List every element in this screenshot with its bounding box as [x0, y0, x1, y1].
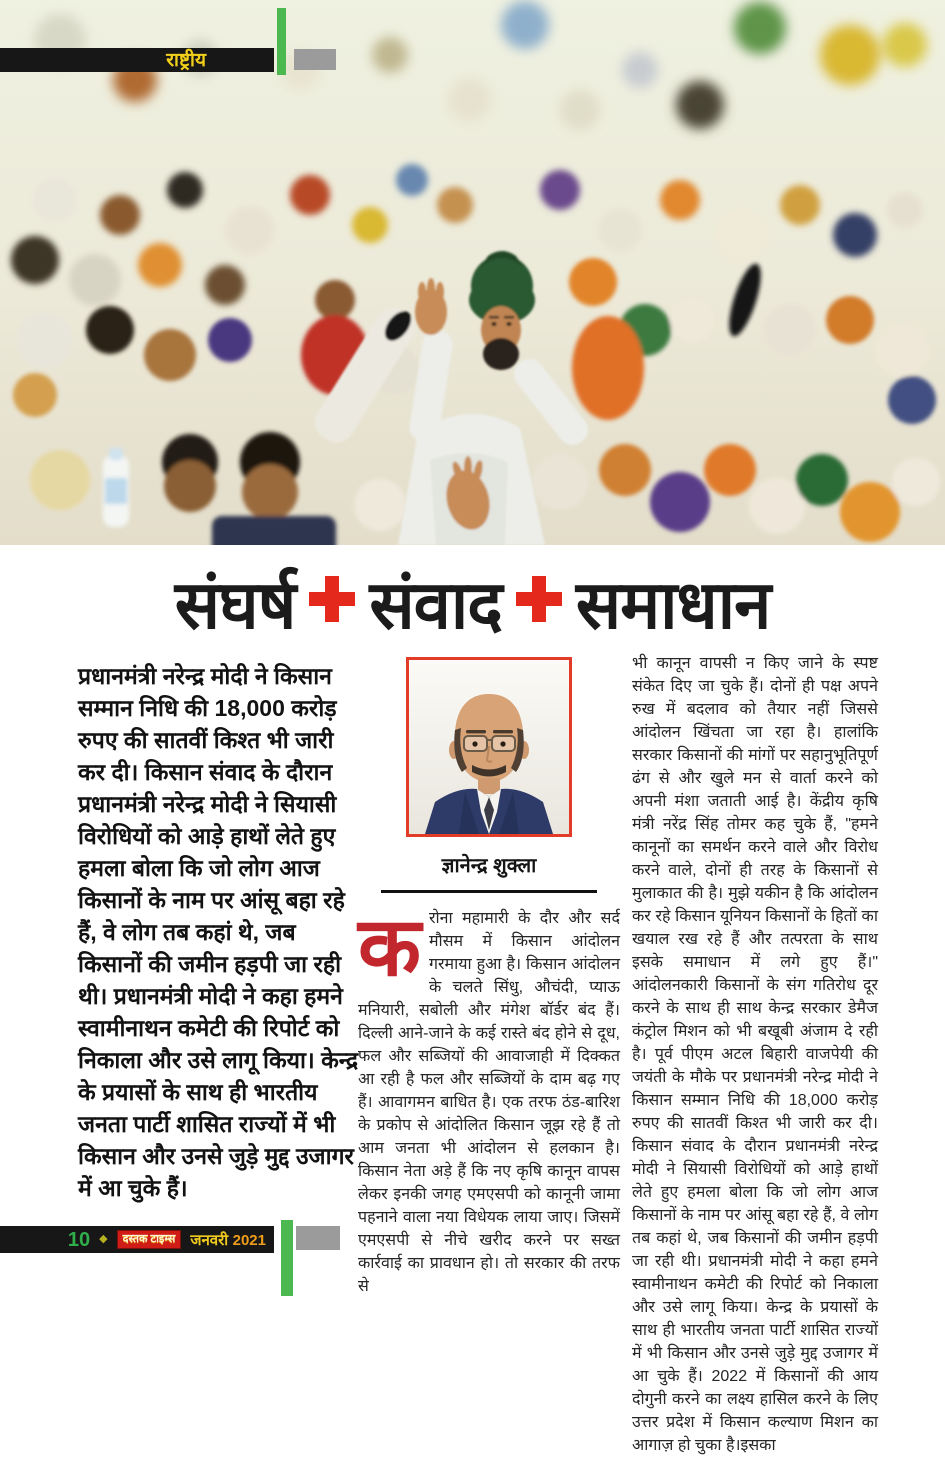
column-right [632, 652, 878, 1457]
diamond-icon: ◆ [99, 1233, 108, 1245]
article-column-2-text: रोना महामारी के दौर और सर्द मौसम में किसान आंदोलन गरमाया हुआ है। किसान आंदोलन के चलते सिंधु, औचंदी, प्याऊ मनियारी, सबोली और मंगेश बॉर्डर बंद हैं। दिल्ली आने-जाने के कई रास्ते बंद होने से दूध, फल और सब्जियों की आवाजाही में दिक्कत आ रही है फल और सब्जियों के दाम बढ़ गए हैं। आवागमन बाधित है। एक तरफ ठंड-बारिश के प्रकोप से आंदोलित किसान जूझ रहे हैं तो आम जनता भी आंदोलन से हलकान है। किसान नेता अड़े हैं कि नए कृषि कानून वापस लेकर इनकी जगह एमएसपी को कानूनी जामा पहनाने वाला नया विधेयक लाया जाए। जिसमें एमएसपी से नीचे खरीद करने पर सख्त कार्रवाई का प्रावधान हो। तो सरकार की तरफ से [358, 910, 620, 1295]
footer-strip [0, 1226, 274, 1253]
column-middle [358, 654, 620, 1298]
section-label: राष्ट्रीय [166, 49, 206, 71]
issue-year: 2021 [232, 1231, 266, 1249]
author-name: ज्ञानेन्द्र शुक्ला [441, 855, 537, 877]
drop-cap: क [358, 902, 421, 993]
gray-box-bottom [296, 1226, 340, 1250]
headline-word-2: संवाद [369, 567, 502, 643]
article-headline [0, 556, 945, 656]
green-accent-bar-bottom [281, 1220, 293, 1296]
plus-icon [516, 576, 562, 622]
article-column-3-text: भी कानून वापसी न किए जाने के स्पष्ट संकेत दिए जा चुके हैं। दोनों ही पक्ष अपने रुख में बदलाव को तैयार नहीं जिससे आंदोलन खिंचता जा रहा है। हालांकि सरकार किसानों की मांगों पर सहानुभूतिपूर्ण ढंग से और खुले मन से वार्ता करने को अपनी मंशा जताती आई है। केंद्रीय कृषि मंत्री नरेंद्र सिंह तोमर कह चुके हैं, "हमने कानूनों का समर्थन करने वाले और विरोध करने वाले, दोनों ही तरह के किसानों से मुलाकात की है। मुझे यकीन है कि आंदोलन कर रहे किसान यूनियन किसानों के हितों का खयाल रख रहे हैं और तत्परता के साथ इसके समाधान में लगे हुए हैं।" आंदोलनकारी किसानों के संग गतिरोध दूर करने के साथ ही साथ केन्द्र सरकार डेमैज कंट्रोल मिशन को भी बखूबी अंजाम दे रही है। पूर्व पीएम अटल बिहारी वाजपेयी की जयंती के मौके पर प्रधानमंत्री नरेन्द्र मोदी ने किसान सम्मान निधि की 18,000 करोड़ रुपए की सातवीं किश्त भी जारी कर दी। किसान संवाद के दौरान प्रधानमंत्री नरेन्द्र मोदी ने सियासी विरोधियों को आड़े हाथों लेते हुए हमला बोला कि जो लोग आज किसानों के नाम पर आंसू बहा रहे हैं, वे लोग तब कहां थे, जब किसानों की जमीन हड़पी जा रही थी। प्रधानमंत्री मोदी ने कहा हमने स्वामीनाथन कमेटी की रिपोर्ट को निकाला और उसे लागू किया। केन्द्र के प्रयासों के साथ ही भारतीय जनता पार्टी शासित राज्यों में भी किसान और उनसे जुड़े मुद्द उजागर में आ चुके हैं। 2022 में किसानों की आय दोगुनी करने का लक्ष्य हासिल करने के लिए उत्तर प्रदेश में किसान कल्याण मिशन का आगाज़ हो चुका है।इसका [632, 655, 878, 1454]
green-accent-bar-top [277, 8, 286, 75]
article-column-2 [358, 902, 620, 1298]
plus-icon [309, 576, 355, 622]
headline-word-3: समाधान [575, 567, 771, 643]
crowd-photo-illustration [0, 0, 945, 545]
author-portrait-photo [406, 657, 572, 837]
magazine-logo: दस्तक टाइम्स [117, 1230, 182, 1249]
section-strip [0, 48, 274, 72]
caption-divider [381, 890, 597, 893]
gray-box-top [294, 49, 336, 70]
lead-paragraph: प्रधानमंत्री नरेन्द्र मोदी ने किसान सम्मान निधि की 18,000 करोड़ रुपए की सातवीं किश्त भी जारी कर दी। किसान संवाद के दौरान प्रधानमंत्री नरेन्द्र मोदी ने सियासी विरोधियों को आड़े हाथों लेते हुए हमला बोला कि जो लोग आज किसानों के नाम पर आंसू बहा रहे हैं, वे लोग तब कहां थे, जब किसानों की जमीन हड़पी जा रही थी। प्रधानमंत्री मोदी ने कहा हमने स्वामीनाथन कमेटी की रिपोर्ट को निकाला और उसे लागू किया। केन्द्र के प्रयासों के साथ ही भारतीय जनता पार्टी शासित राज्यों में भी किसान और उनसे जुड़े मुद्द उजागर में आ चुके हैं। [78, 663, 359, 1201]
headline-word-1: संघर्ष [174, 567, 296, 643]
page-number: 10 [67, 1228, 91, 1251]
farmers-protest-crowd-photo [0, 0, 945, 545]
issue-month: जनवरी [190, 1231, 229, 1249]
